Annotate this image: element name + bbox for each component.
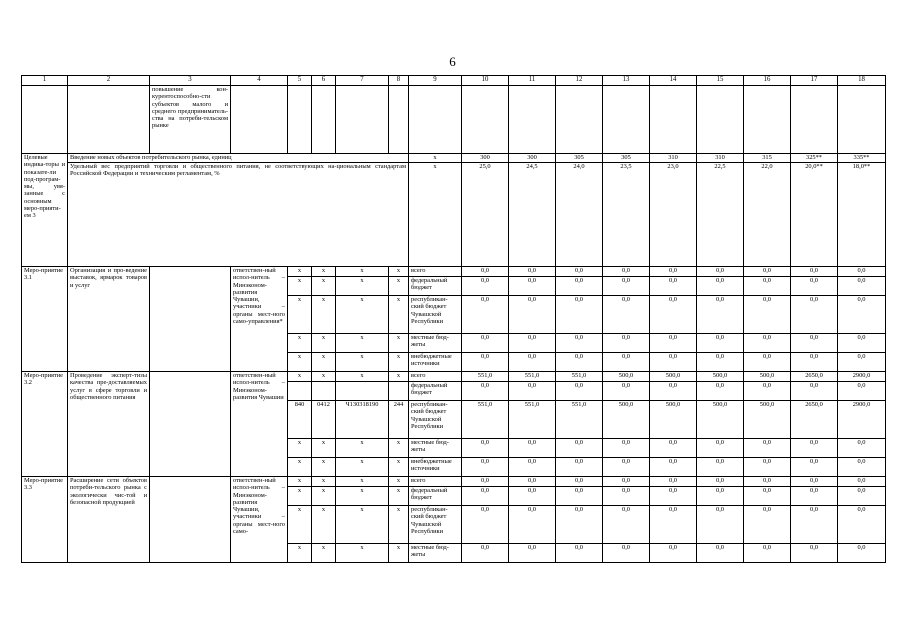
funding-value: 0,0 (603, 477, 650, 487)
indicator-text: Удельный вес предприятий торговли и общественного питания, не соответствующих на-циональным стандартам Российской Федерации и техническим регламентам, % (68, 163, 409, 267)
funding-value: 0,0 (509, 382, 556, 401)
budget-code: x (336, 506, 389, 544)
indicator-value: 23,0 (650, 163, 697, 267)
funding-source: всего (409, 372, 462, 382)
measure-goal-cell (150, 267, 231, 372)
budget-code: x (336, 458, 389, 477)
funding-value: 0,0 (744, 439, 791, 458)
column-header: 15 (697, 76, 744, 86)
funding-value: 0,0 (744, 544, 791, 563)
funding-value: 0,0 (462, 277, 509, 296)
budget-code: x (389, 458, 409, 477)
budget-code: x (288, 334, 312, 353)
column-header: 10 (462, 76, 509, 86)
column-header: 6 (312, 76, 336, 86)
indicator-value: 24,0 (556, 163, 603, 267)
column-header: 5 (288, 76, 312, 86)
budget-code: x (336, 296, 389, 334)
budget-code: x (312, 296, 336, 334)
funding-value: 0,0 (838, 458, 886, 477)
funding-value: 0,0 (791, 544, 838, 563)
funding-value: 0,0 (697, 458, 744, 477)
funding-value: 0,0 (556, 506, 603, 544)
funding-value: 500,0 (603, 372, 650, 382)
funding-value: 0,0 (556, 296, 603, 334)
funding-value: 0,0 (791, 296, 838, 334)
funding-value: 551,0 (462, 372, 509, 382)
measure-goal-cell (150, 477, 231, 563)
indicator-x: x (409, 163, 462, 267)
funding-value: 551,0 (556, 401, 603, 439)
empty-cell (603, 86, 650, 154)
budget-code: x (389, 506, 409, 544)
funding-source: местные бюд-жеты (409, 439, 462, 458)
funding-value: 551,0 (509, 401, 556, 439)
budget-code: x (288, 267, 312, 277)
funding-value: 0,0 (650, 382, 697, 401)
funding-value: 0,0 (509, 334, 556, 353)
funding-value: 0,0 (509, 458, 556, 477)
column-header: 16 (744, 76, 791, 86)
funding-source: внебюджетные источники (409, 458, 462, 477)
funding-value: 0,0 (838, 544, 886, 563)
empty-cell (838, 86, 886, 154)
funding-value: 0,0 (603, 277, 650, 296)
funding-value: 0,0 (556, 544, 603, 563)
funding-value: 0,0 (462, 353, 509, 372)
funding-value: 0,0 (462, 477, 509, 487)
funding-value: 2650,0 (791, 401, 838, 439)
funding-value: 0,0 (744, 334, 791, 353)
empty-cell (231, 86, 288, 154)
funding-value: 0,0 (509, 267, 556, 277)
measure-executor: ответствен-ный испол-нитель – Минэконом-развития Чувашии, участники – органы мест-ного само- (231, 477, 288, 563)
column-header: 4 (231, 76, 288, 86)
funding-value: 0,0 (744, 477, 791, 487)
budget-code: x (288, 544, 312, 563)
indicator-text: Введение новых объектов потребительского рынка, единиц (68, 154, 409, 163)
funding-source: федеральный бюджет (409, 382, 462, 401)
budget-code: x (312, 372, 336, 382)
funding-value: 0,0 (556, 277, 603, 296)
empty-cell (697, 86, 744, 154)
measure-name: Расширение сети объектов потреби-тельского рынка с экологически чис-той и безопасной продукцией (68, 477, 150, 563)
budget-code: x (389, 296, 409, 334)
funding-value: 0,0 (462, 458, 509, 477)
column-header: 1 (22, 76, 68, 86)
funding-value: 0,0 (791, 439, 838, 458)
funding-value: 0,0 (603, 487, 650, 506)
funding-value: 0,0 (838, 353, 886, 372)
funding-value: 0,0 (462, 544, 509, 563)
budget-code: x (389, 334, 409, 353)
indicators-label: Целевые индика-торы и показате-ли под-програм-мы, увя-занные с основным меро-прияти-ем 3 (22, 154, 68, 267)
indicator-value: 315 (744, 154, 791, 163)
funding-value: 0,0 (509, 353, 556, 372)
column-header: 3 (150, 76, 231, 86)
funding-value: 0,0 (697, 353, 744, 372)
funding-value: 0,0 (697, 334, 744, 353)
funding-value: 500,0 (603, 401, 650, 439)
funding-value: 0,0 (462, 439, 509, 458)
funding-value: 0,0 (603, 382, 650, 401)
measure-row (22, 372, 886, 382)
funding-value: 0,0 (697, 544, 744, 563)
funding-source: внебюджетные источники (409, 353, 462, 372)
budget-code: x (389, 477, 409, 487)
indicator-value: 22,5 (697, 163, 744, 267)
indicator-value: 300 (509, 154, 556, 163)
funding-value: 0,0 (791, 277, 838, 296)
funding-value: 0,0 (838, 334, 886, 353)
funding-value: 0,0 (462, 296, 509, 334)
column-header: 17 (791, 76, 838, 86)
indicator-row (22, 163, 886, 267)
indicator-row (22, 154, 886, 163)
funding-value: 0,0 (697, 277, 744, 296)
funding-value: 0,0 (650, 506, 697, 544)
budget-code: x (336, 544, 389, 563)
measure-name: Проведение эксперт-тизы качества пре-доставляемых услуг в сфере торговли и общественного питания (68, 372, 150, 477)
funding-source: местные бюд-жеты (409, 334, 462, 353)
empty-cell (288, 86, 312, 154)
budget-code (312, 382, 336, 401)
budget-code: x (312, 487, 336, 506)
budget-code: x (389, 487, 409, 506)
funding-value: 0,0 (462, 487, 509, 506)
funding-value: 2650,0 (791, 372, 838, 382)
funding-value: 0,0 (791, 458, 838, 477)
budget-code: x (389, 544, 409, 563)
funding-value: 0,0 (556, 267, 603, 277)
funding-value: 551,0 (462, 401, 509, 439)
funding-value: 0,0 (744, 277, 791, 296)
funding-value: 0,0 (509, 487, 556, 506)
funding-value: 0,0 (556, 334, 603, 353)
funding-value: 0,0 (556, 382, 603, 401)
funding-value: 551,0 (509, 372, 556, 382)
budget-code: x (288, 458, 312, 477)
empty-cell (556, 86, 603, 154)
funding-source: республикан-ский бюджет Чувашской Республики (409, 506, 462, 544)
funding-value: 500,0 (650, 372, 697, 382)
funding-value: 0,0 (791, 477, 838, 487)
budget-code (336, 382, 389, 401)
budget-code: x (336, 334, 389, 353)
funding-value: 0,0 (791, 334, 838, 353)
funding-source: всего (409, 267, 462, 277)
funding-value: 0,0 (650, 544, 697, 563)
measure-row (22, 267, 886, 277)
budget-code (389, 382, 409, 401)
indicator-value: 335** (838, 154, 886, 163)
funding-value: 0,0 (650, 277, 697, 296)
funding-value: 500,0 (650, 401, 697, 439)
funding-value: 0,0 (838, 506, 886, 544)
funding-value: 0,0 (556, 439, 603, 458)
budget-code: x (389, 353, 409, 372)
funding-value: 0,0 (650, 267, 697, 277)
funding-value: 0,0 (556, 477, 603, 487)
budget-code: 244 (389, 401, 409, 439)
column-header: 18 (838, 76, 886, 86)
funding-value: 0,0 (509, 544, 556, 563)
budget-code: x (312, 544, 336, 563)
funding-value: 0,0 (744, 267, 791, 277)
measure-goal-cell (150, 372, 231, 477)
funding-value: 2900,0 (838, 372, 886, 382)
funding-value: 0,0 (462, 506, 509, 544)
funding-value: 0,0 (838, 477, 886, 487)
budget-code: x (336, 477, 389, 487)
funding-value: 0,0 (697, 506, 744, 544)
funding-value: 0,0 (462, 267, 509, 277)
funding-value: 0,0 (791, 487, 838, 506)
funding-source: федеральный бюджет (409, 277, 462, 296)
measure-name: Организация и про-ведение выставок, ярмарок товаров и услуг (68, 267, 150, 372)
funding-source: республикан-ский бюджет Чувашской Республики (409, 296, 462, 334)
funding-value: 500,0 (744, 401, 791, 439)
budget-code (288, 382, 312, 401)
funding-value: 0,0 (744, 353, 791, 372)
funding-value: 0,0 (650, 487, 697, 506)
funding-value: 0,0 (744, 296, 791, 334)
continuation-text: повышение кон-курентоспособно-сти субъектов малого и среднего предприниматель-ства на потреби-тельском рынке (150, 86, 231, 154)
funding-value: 0,0 (744, 506, 791, 544)
funding-value: 0,0 (697, 267, 744, 277)
funding-value: 0,0 (838, 267, 886, 277)
funding-value: 551,0 (556, 372, 603, 382)
indicator-value: 20,0** (791, 163, 838, 267)
budget-code: x (336, 487, 389, 506)
column-header: 9 (409, 76, 462, 86)
funding-value: 0,0 (650, 296, 697, 334)
empty-cell (68, 86, 150, 154)
funding-value: 500,0 (697, 372, 744, 382)
empty-cell (650, 86, 697, 154)
indicator-x: x (409, 154, 462, 163)
funding-value: 0,0 (650, 477, 697, 487)
funding-value: 500,0 (744, 372, 791, 382)
empty-cell (744, 86, 791, 154)
indicator-value: 23,5 (603, 163, 650, 267)
column-header: 2 (68, 76, 150, 86)
budget-table (21, 75, 886, 563)
funding-value: 0,0 (603, 353, 650, 372)
funding-value: 500,0 (697, 401, 744, 439)
funding-value: 0,0 (603, 267, 650, 277)
measure-row (22, 477, 886, 487)
budget-code: x (288, 353, 312, 372)
funding-value: 0,0 (744, 487, 791, 506)
funding-value: 0,0 (650, 334, 697, 353)
budget-code: x (288, 296, 312, 334)
page-number: 6 (449, 54, 456, 69)
funding-value: 0,0 (509, 477, 556, 487)
budget-code: x (312, 353, 336, 372)
column-header: 8 (389, 76, 409, 86)
budget-code: x (312, 267, 336, 277)
funding-source: местные бюд-жеты (409, 544, 462, 563)
funding-value: 0,0 (556, 353, 603, 372)
indicator-value: 18,0** (838, 163, 886, 267)
funding-value: 0,0 (838, 487, 886, 506)
funding-value: 0,0 (838, 296, 886, 334)
budget-code: 840 (288, 401, 312, 439)
measure-executor: ответствен-ный испол-нитель – Минэконом-развития Чувашии (231, 372, 288, 477)
measure-executor: ответствен-ный испол-нитель – Минэконом-развития Чувашии, участники – органы мест-ного само-управления* (231, 267, 288, 372)
empty-cell (462, 86, 509, 154)
funding-value: 0,0 (603, 296, 650, 334)
indicator-value: 305 (603, 154, 650, 163)
funding-value: 0,0 (744, 458, 791, 477)
funding-value: 0,0 (791, 267, 838, 277)
column-header: 11 (509, 76, 556, 86)
budget-code: x (288, 477, 312, 487)
measure-label: Меро-приятие 3.1 (22, 267, 68, 372)
funding-value: 0,0 (603, 439, 650, 458)
budget-code: x (336, 277, 389, 296)
funding-source: республикан-ский бюджет Чувашской Республики (409, 401, 462, 439)
funding-value: 0,0 (697, 477, 744, 487)
funding-value: 0,0 (462, 382, 509, 401)
funding-value: 0,0 (791, 506, 838, 544)
column-header: 13 (603, 76, 650, 86)
continuation-row (22, 86, 886, 154)
funding-value: 0,0 (603, 458, 650, 477)
funding-value: 0,0 (697, 296, 744, 334)
funding-value: 0,0 (650, 439, 697, 458)
budget-code: x (389, 372, 409, 382)
funding-value: 0,0 (556, 458, 603, 477)
indicator-value: 310 (697, 154, 744, 163)
indicator-value: 25,0 (462, 163, 509, 267)
funding-value: 0,0 (603, 544, 650, 563)
budget-code: x (288, 277, 312, 296)
empty-cell (409, 86, 462, 154)
empty-cell (791, 86, 838, 154)
budget-code: x (336, 353, 389, 372)
indicator-value: 305 (556, 154, 603, 163)
funding-value: 0,0 (650, 458, 697, 477)
funding-value: 2900,0 (838, 401, 886, 439)
budget-code: x (312, 458, 336, 477)
funding-value: 0,0 (838, 277, 886, 296)
indicator-value: 24,5 (509, 163, 556, 267)
funding-value: 0,0 (509, 439, 556, 458)
budget-code: x (336, 267, 389, 277)
funding-value: 0,0 (791, 382, 838, 401)
budget-code: x (312, 477, 336, 487)
funding-value: 0,0 (697, 382, 744, 401)
funding-value: 0,0 (462, 334, 509, 353)
column-header: 14 (650, 76, 697, 86)
funding-source: федеральный бюджет (409, 487, 462, 506)
budget-code: x (312, 334, 336, 353)
budget-code: x (288, 506, 312, 544)
budget-code: x (312, 439, 336, 458)
budget-code: x (288, 439, 312, 458)
empty-cell (509, 86, 556, 154)
empty-cell (312, 86, 336, 154)
funding-value: 0,0 (838, 439, 886, 458)
budget-code: x (389, 267, 409, 277)
funding-value: 0,0 (697, 487, 744, 506)
indicator-value: 310 (650, 154, 697, 163)
column-header: 7 (336, 76, 389, 86)
budget-code: x (288, 487, 312, 506)
funding-value: 0,0 (603, 334, 650, 353)
empty-cell (389, 86, 409, 154)
indicator-value: 325** (791, 154, 838, 163)
column-header: 12 (556, 76, 603, 86)
funding-value: 0,0 (556, 487, 603, 506)
funding-value: 0,0 (697, 439, 744, 458)
indicator-value: 300 (462, 154, 509, 163)
funding-value: 0,0 (603, 506, 650, 544)
funding-value: 0,0 (509, 506, 556, 544)
budget-code: x (288, 372, 312, 382)
funding-source: всего (409, 477, 462, 487)
budget-code: x (336, 439, 389, 458)
empty-cell (22, 86, 68, 154)
budget-code: x (336, 372, 389, 382)
measure-label: Меро-приятие 3.3 (22, 477, 68, 563)
budget-code: x (312, 277, 336, 296)
budget-code: Ч130318190 (336, 401, 389, 439)
header-row (22, 76, 886, 86)
funding-value: 0,0 (744, 382, 791, 401)
funding-value: 0,0 (838, 382, 886, 401)
funding-value: 0,0 (509, 277, 556, 296)
indicator-value: 22,0 (744, 163, 791, 267)
budget-code: 0412 (312, 401, 336, 439)
funding-value: 0,0 (791, 353, 838, 372)
funding-value: 0,0 (509, 296, 556, 334)
budget-code: x (389, 439, 409, 458)
funding-value: 0,0 (650, 353, 697, 372)
measure-label: Меро-приятие 3.2 (22, 372, 68, 477)
budget-code: x (389, 277, 409, 296)
budget-code: x (312, 506, 336, 544)
empty-cell (336, 86, 389, 154)
